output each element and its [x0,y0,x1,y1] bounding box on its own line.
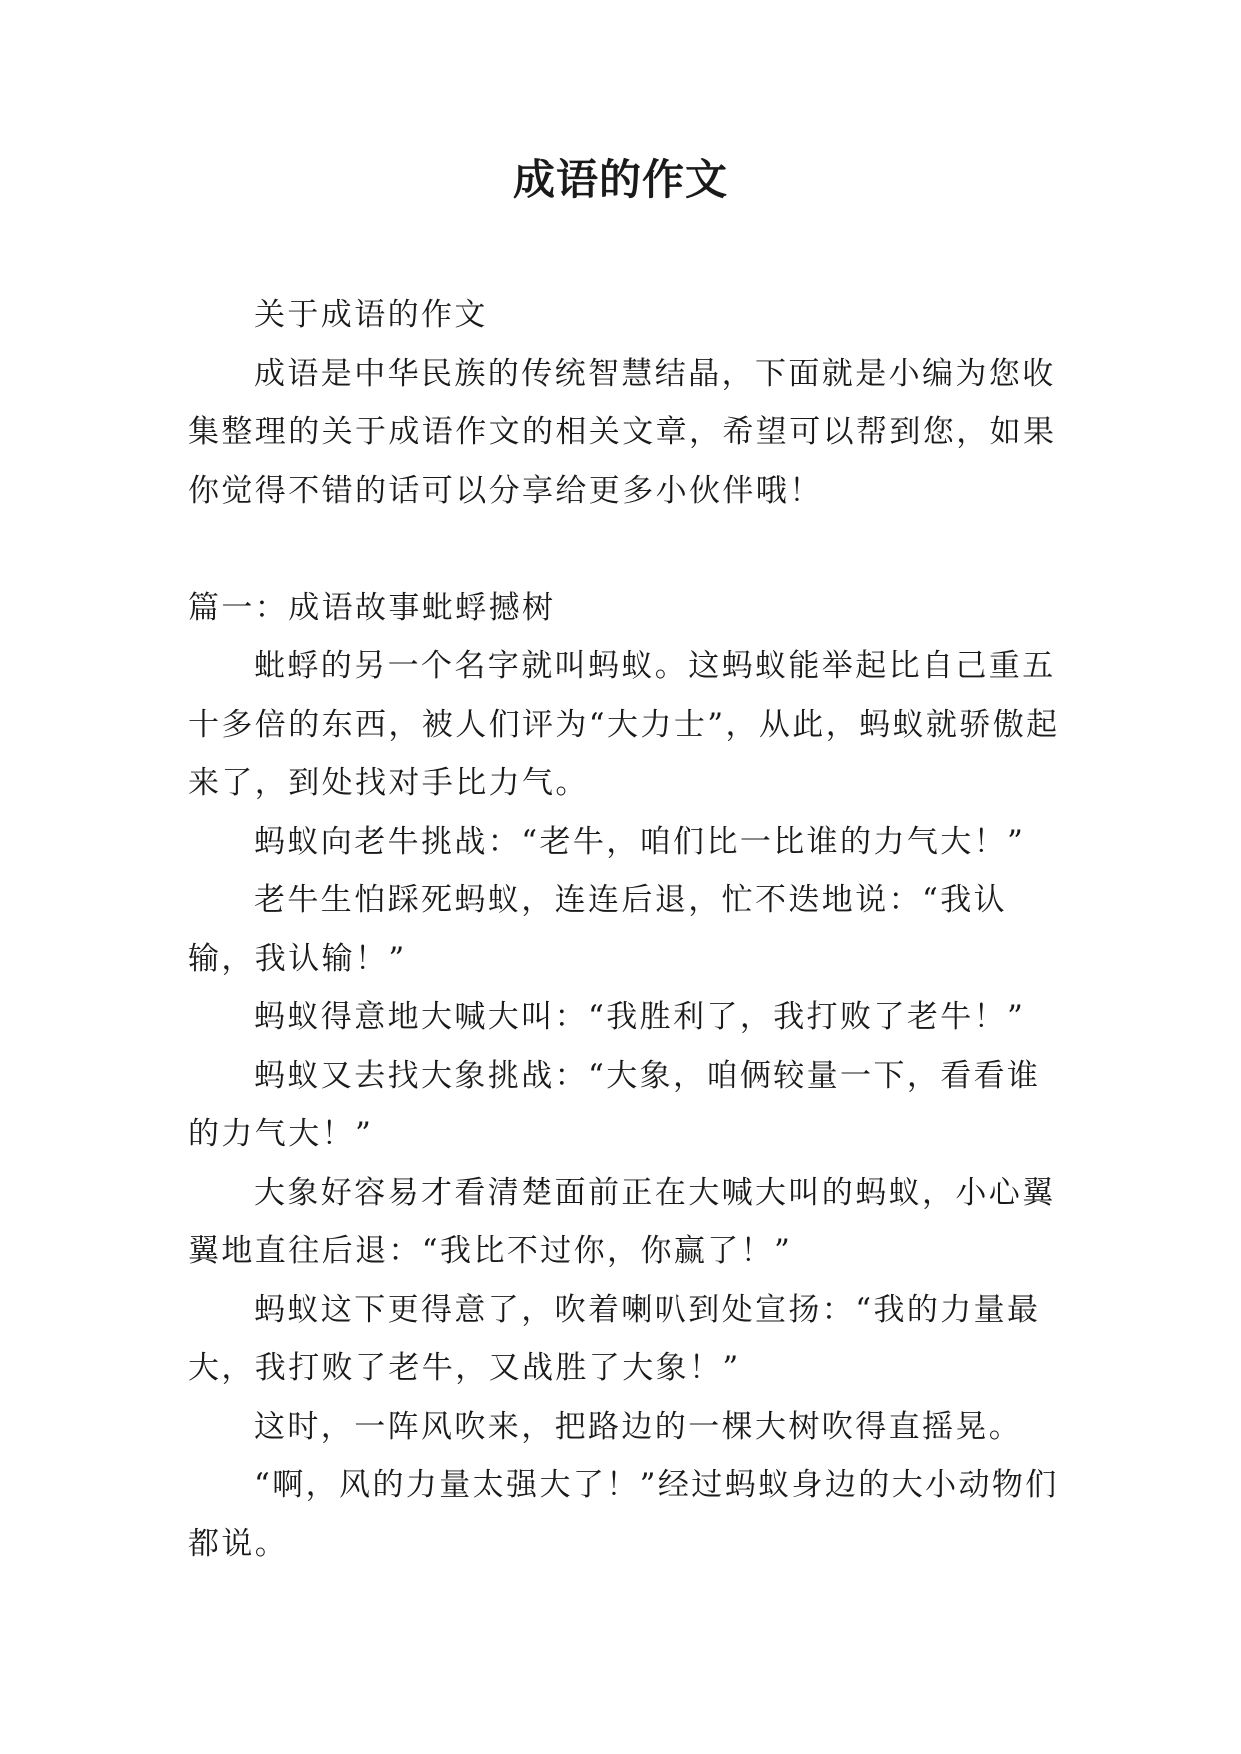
story-paragraph: 蚂蚁这下更得意了，吹着喇叭到处宣扬：“我的力量最大，我打败了老牛，又战胜了大象！” [188,1291,1041,1386]
story-paragraph: “啊，风的力量太强大了！”经过蚂蚁身边的大小动物们都说。 [188,1467,1059,1562]
document-title: 成语的作文 [512,155,728,204]
story-paragraph: 蚂蚁又去找大象挑战：“大象，咱俩较量一下，看看谁的力气大！” [188,1057,1041,1152]
story-paragraph: 这时，一阵风吹来，把路边的一棵大树吹得直摇晃。 [254,1408,1023,1445]
subtitle: 关于成语的作文 [254,297,488,333]
paragraph-gap [188,520,1068,579]
story-paragraph: 老牛生怕踩死蚂蚁，连连后退，忙不迭地说：“我认输，我认输！” [188,882,1008,977]
document-body [188,286,1068,1573]
story-paragraph: 蚂蚁向老牛挑战：“老牛，咱们比一比谁的力气大！” [254,823,1026,860]
intro-paragraph: 成语是中华民族的传统智慧结晶，下面就是小编为您收集整理的关于成语作文的相关文章，希望可以帮到您，如果你觉得不错的话可以分享给更多小伙伴哦！ [188,355,1057,509]
story-paragraph: 蚍蜉的另一个名字就叫蚂蚁。这蚂蚁能举起比自己重五十多倍的东西，被人们评为“大力士”，从此，蚂蚁就骄傲起来了，到处找对手比力气。 [188,648,1060,801]
story-paragraph: 蚂蚁得意地大喊大叫：“我胜利了，我打败了老牛！” [254,999,1026,1035]
story-paragraph: 大象好容易才看清楚面前正在大喊大叫的蚂蚁，小心翼翼地直往后退：“我比不过你，你赢了！” [188,1174,1056,1269]
section-heading: 篇一：成语故事蚍蜉撼树 [188,589,556,626]
